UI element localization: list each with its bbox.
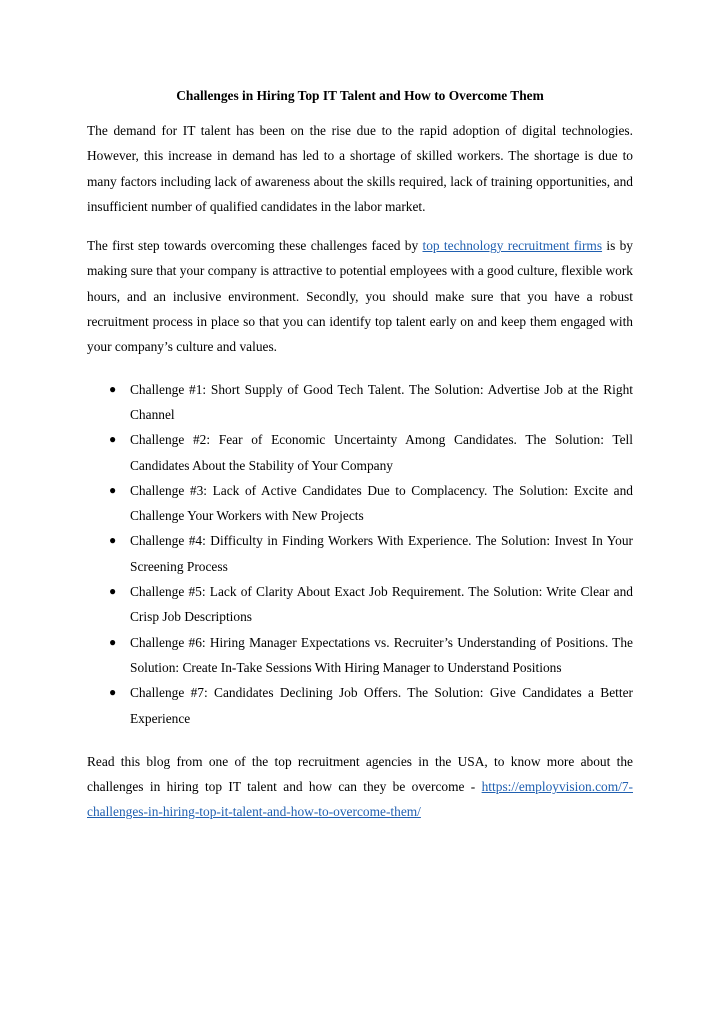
blog-url-link[interactable]: https://employvision.com/7-challenges-in-hiring-top-it-talent-and-how-to-overcome-them/ bbox=[87, 779, 633, 820]
challenge-text: Challenge #1: Short Supply of Good Tech Talent. The Solution: Advertise Job at the Right Channel bbox=[130, 381, 633, 422]
list-item bbox=[109, 478, 633, 529]
recruitment-firms-link[interactable]: top technology recruitment firms bbox=[422, 238, 603, 254]
list-item bbox=[109, 579, 633, 630]
challenge-text: Challenge #3: Lack of Active Candidates Due to Complacency. The Solution: Excite and Challenge Your Workers with New Projects bbox=[130, 482, 633, 524]
bullet-icon: ● bbox=[109, 634, 117, 649]
closing-paragraph bbox=[87, 749, 633, 825]
challenges-list bbox=[87, 377, 633, 731]
strategy-text-after-link: is by making sure that your company is attractive to potential employees with a good culture, flexible work hours, and an inclusive environment. Secondly, you should make sure that you have a robust recruitment process in place so that you can identify top talent early on and keep them engaged with your company’s culture and values. bbox=[87, 238, 633, 355]
bullet-icon: ● bbox=[109, 584, 117, 599]
bullet-icon: ● bbox=[109, 432, 117, 447]
bullet-icon: ● bbox=[109, 482, 117, 497]
challenge-text: Challenge #2: Fear of Economic Uncertainty Among Candidates. The Solution: Tell Candidates About the Stability of Your Company bbox=[130, 432, 633, 473]
intro-paragraph: The demand for IT talent has been on the rise due to the rapid adoption of digital technologies. However, this increase in demand has led to a shortage of skilled workers. The shortage is due to many factors including lack of awareness about the skills required, lack of training opportunities, and insufficient number of qualified candidates in the labor market. bbox=[87, 123, 633, 214]
bullet-icon: ● bbox=[109, 533, 117, 548]
list-item bbox=[109, 427, 633, 478]
bullet-icon: ● bbox=[109, 685, 117, 700]
document-title: Challenges in Hiring Top IT Talent and How to Overcome Them bbox=[176, 88, 544, 103]
closing-text: Read this blog from one of the top recruitment agencies in the USA, to know more about the challenges in hiring top IT talent and how can they be overcome - bbox=[87, 753, 633, 795]
list-item bbox=[109, 680, 633, 731]
challenge-text: Challenge #7: Candidates Declining Job Offers. The Solution: Give Candidates a Better Experience bbox=[130, 685, 633, 726]
list-item bbox=[109, 630, 633, 681]
challenge-text: Challenge #6: Hiring Manager Expectations vs. Recruiter’s Understanding of Positions. The Solution: Create In-Take Sessions With Hiring Manager to Understand Positions bbox=[130, 634, 633, 675]
strategy-paragraph bbox=[87, 233, 633, 359]
challenge-text: Challenge #5: Lack of Clarity About Exact Job Requirement. The Solution: Write Clear and Crisp Job Descriptions bbox=[130, 584, 633, 625]
list-item bbox=[109, 377, 633, 428]
list-item bbox=[109, 528, 633, 579]
challenge-text: Challenge #4: Difficulty in Finding Workers With Experience. The Solution: Invest In Your Screening Process bbox=[130, 533, 633, 574]
strategy-text-before-link: The first step towards overcoming these challenges faced by bbox=[87, 238, 423, 254]
document-body bbox=[87, 118, 633, 825]
bullet-icon: ● bbox=[109, 381, 117, 396]
